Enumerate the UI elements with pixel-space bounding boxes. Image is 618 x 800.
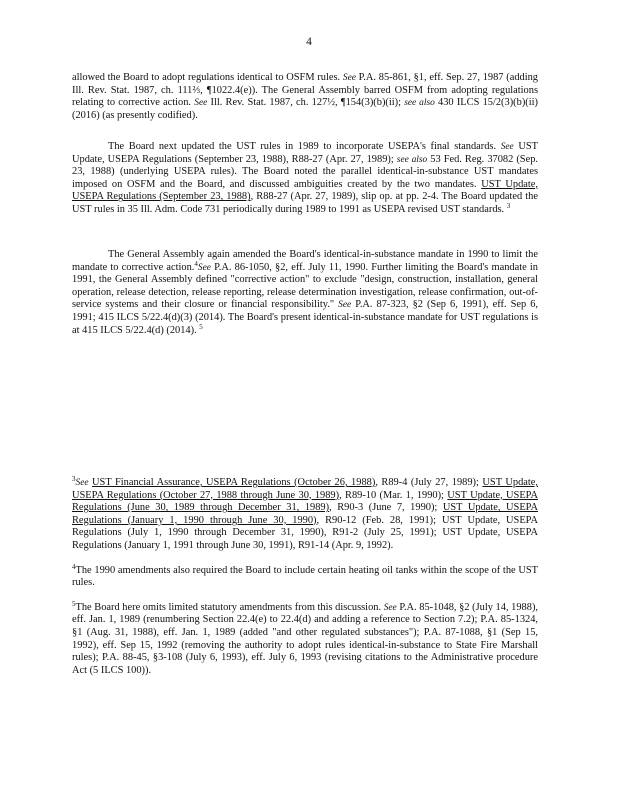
para2-text-2: UST Update, USEPA Regulations (September 23, 1988), R88-27 (Apr. 27, 1989); xyxy=(72,141,538,165)
footnote-text: The Board here omits limited statutory amendments from this discussion. xyxy=(75,601,384,613)
para3-text-1: The General Assembly again amended the Board's identical-in-substance mandate in 1990 to limit the mandate to corrective action. xyxy=(72,249,538,273)
paragraph-3 xyxy=(72,249,538,337)
footnote-text: The 1990 amendments also required the Board to include certain heating oil tanks within the scope of the UST rules. xyxy=(72,564,538,589)
para1-text-4: 430 ILCS 15/2(3)(b)(ii) (2016) (as presently codified). xyxy=(72,97,538,121)
case-citation: UST Update, USEPA Regulations (June 30, 1989 through December 31, 1989) xyxy=(72,489,538,514)
citation-signal: See xyxy=(342,73,356,83)
footnote-text: , R89-10 (Mar. 1, 1990); xyxy=(339,489,448,501)
citation-signal: See xyxy=(197,262,211,273)
para2-text-3: 53 Fed. Reg. 37082 (Sep. 23, 1988) (underlying USEPA rules). The Board noted the parallel identical-in-substance UST mandates imposed on OSFM and the Board, and discussed ambiguities created by the two mandates. xyxy=(72,153,538,190)
citation-signal: see also xyxy=(396,154,428,165)
footnote-number: 5 xyxy=(72,599,76,608)
citation-signal: See xyxy=(75,478,89,488)
citation-signal: See xyxy=(500,142,514,152)
para2-text-1: The Board next updated the UST rules in 1989 to incorporate USEPA's final standards. xyxy=(108,141,501,152)
para1-text-2: P.A. 85-861, §1, eff. Sep. 27, 1987 (adding Ill. Rev. Stat. 1987, ch. 111⅔, ¶1022.4(e)). The General Assembly barred OSFM from adopting regulations relating to corrective action. xyxy=(72,72,539,109)
case-citation: UST Update, USEPA Regulations (September 23, 1988) xyxy=(72,178,538,203)
footnote-4 xyxy=(72,562,538,590)
para3-text-3: P.A. 87-323, §2 (Sep 6, 1991), eff. Sep 6, 1991; 415 ILCS 5/22.4(d)(3) (2014). The Board's present identical-in-substance mandate for UST regulations is at 415 ILCS 5/22.4(d) (2014). xyxy=(72,299,538,336)
footnote-ref: 3 xyxy=(506,201,511,210)
footnote-text: , R90-3 (June 7, 1990); xyxy=(329,502,443,514)
para3-text-2: P.A. 86-1050, §2, eff. July 11, 1990. Further limiting the Board's mandate in 1991, the General Assembly defined "corrective action" to exclude "design, construction, installation, general operation, release detection, release reporting, release determination investigation, release confirmation, out-of-service systems and their closure or financial responsibility." xyxy=(72,261,538,311)
para1-text-3: Ill. Rev. Stat. 1987, ch. 127½, ¶154(3)(b)(ii); xyxy=(207,97,405,109)
para2-text-4: , R88-27 (Apr. 27, 1989), slip op. at pp. 2-4. The Board updated the UST rules in 35 Ill. Adm. Code 731 periodically during 1989 to 1991 as USEPA revised UST standards. xyxy=(72,191,538,215)
footnote-5 xyxy=(72,599,539,678)
paragraph-2 xyxy=(72,141,538,217)
case-citation: UST Update, USEPA Regulations (January 1, 1990 through June 30, 1990) xyxy=(72,502,538,526)
footnote-text: , R89-4 (July 27, 1989); xyxy=(375,477,483,488)
citation-signal: See xyxy=(383,602,397,613)
citation-signal: See xyxy=(194,98,208,109)
paragraph-1 xyxy=(72,72,538,122)
case-citation: UST Update, USEPA Regulations (October 27, 1988 through June 30, 1989) xyxy=(72,477,538,501)
footnote-text: P.A. 85-1048, §2 (July 14, 1988), eff. Jan. 1, 1989 (renumbering Section 22.4(e) to 22.4(d) and adding a reference to Section 7.2); P.A. 85-1324, §1 (Aug. 31, 1988), eff. Jan. 1, 1989 (added "and other regulated substances"); P.A. 87-1088, §1 (Sep 15, 1992), eff. Sep 15, 1992 (removing the authority to adopt rules identical-in-substance to State Fire Marshall rules); P.A. 88-45, §3-108 (July 6, 1993), eff. July 6, 1993 (revising citations to the Administrative procedure Act (5 ILCS 100)). xyxy=(72,601,539,676)
footnote-3 xyxy=(72,477,538,553)
footnote-ref: 4 xyxy=(194,259,198,268)
footnote-ref: 5 xyxy=(199,322,203,331)
footnote-number: 3 xyxy=(72,475,76,483)
footnote-text: , R90-12 (Feb. 28, 1991); UST Update, USEPA Regulations (July 1, 1990 through December 31, 1990), R91-2 (July 25, 1991); UST Update, USEPA Regulations (January 1, 1991 through June 30, 1991), R91-14 (Apr. 9, 1992). xyxy=(72,514,538,551)
citation-signal: see also xyxy=(404,98,435,109)
footnotes xyxy=(72,477,538,689)
para1-text-1: allowed the Board to adopt regulations identical to OSFM rules. xyxy=(72,72,343,83)
page-number: 4 xyxy=(306,36,312,48)
case-citation: UST Financial Assurance, USEPA Regulations (October 26, 1988) xyxy=(92,477,376,488)
footnote-number: 4 xyxy=(72,562,76,571)
citation-signal: See xyxy=(338,300,352,311)
